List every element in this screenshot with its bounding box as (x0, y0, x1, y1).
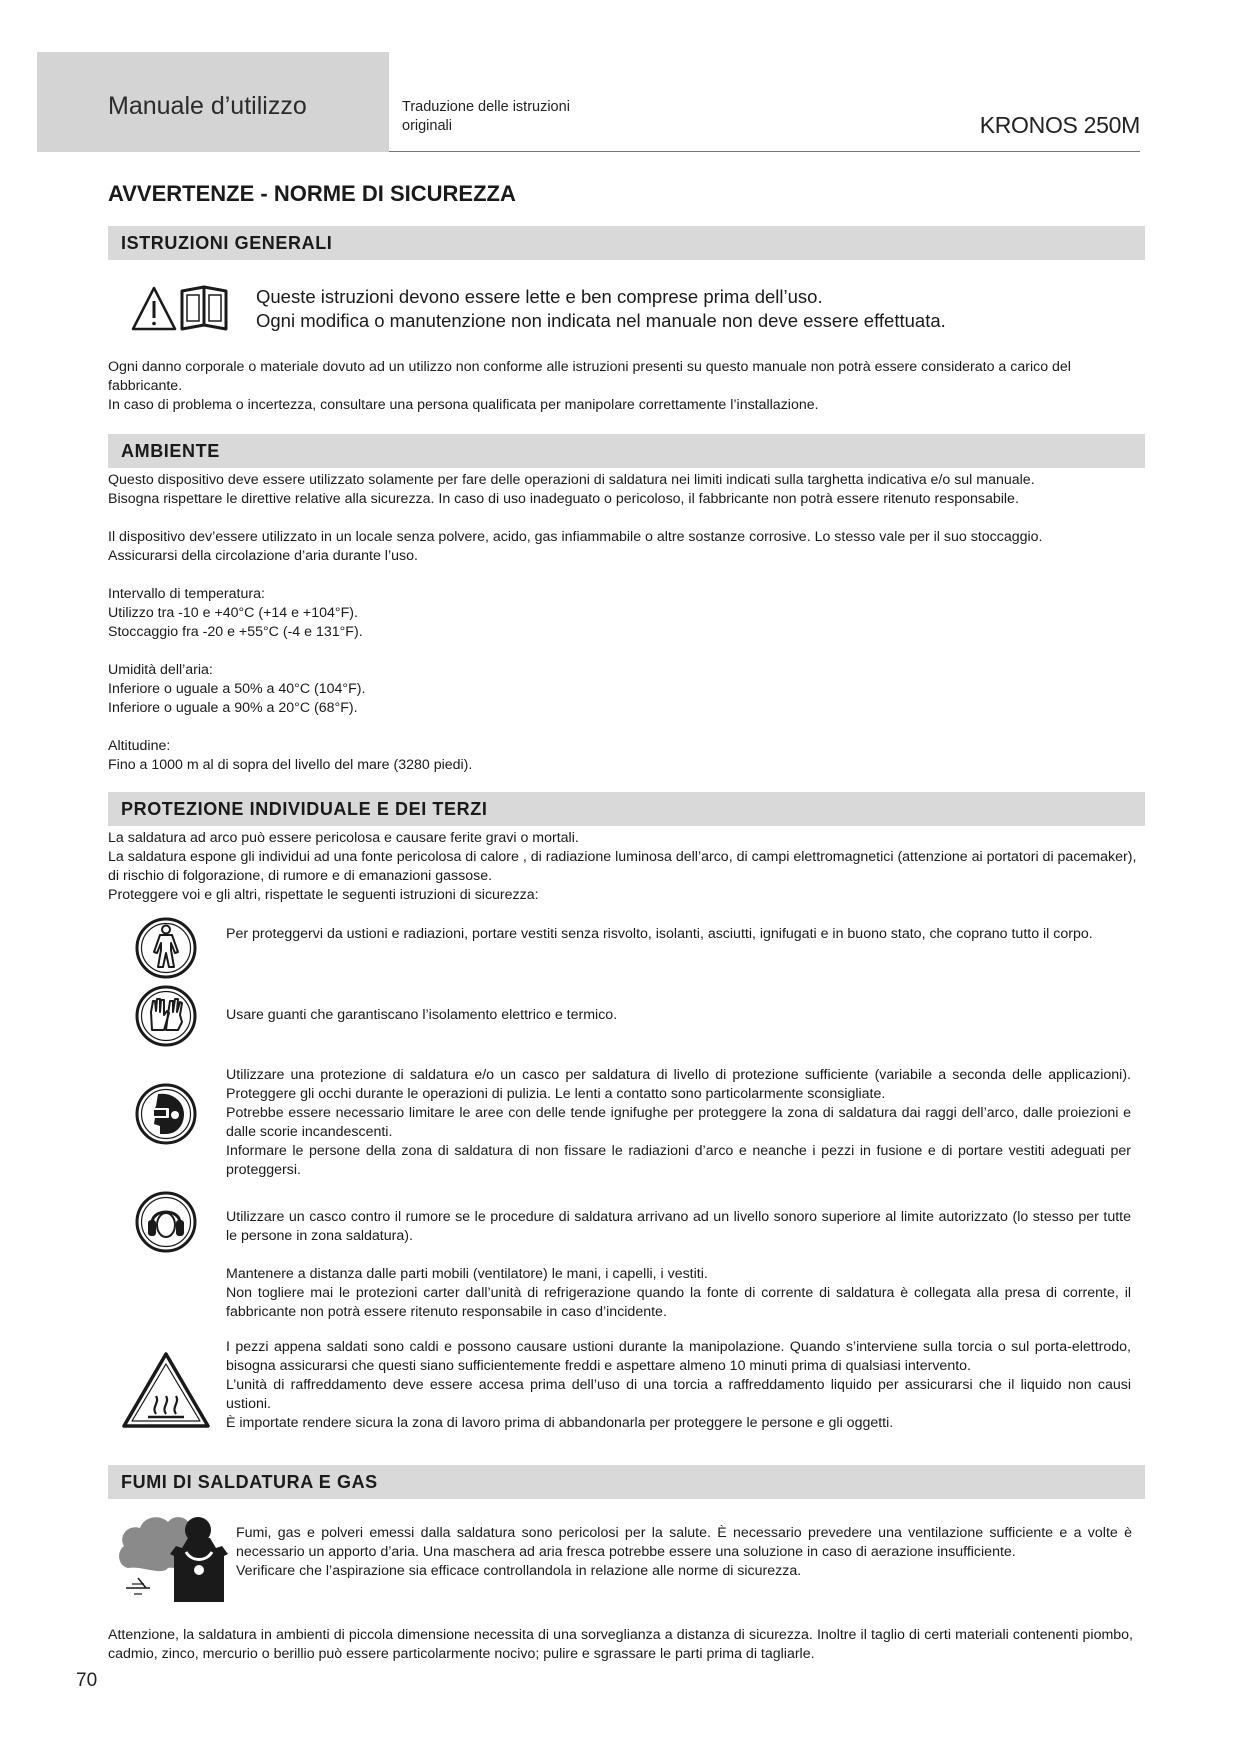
paragraph: La saldatura espone gli individui ad una fonte pericolosa di calore , di radiazione luminosa dell’arco, di campi elettromagnetici (attenzione ai portatori di pacemaker), di rischio di folgorazione, di rumore e di emanazioni gassose. (108, 849, 1137, 884)
header-rule (389, 151, 1140, 152)
altitude-value: Fino a 1000 m al di sopra del livello del mare (3280 piedi). (108, 757, 473, 773)
paragraph: È importate rendere sicura la zona di lavoro prima di abbandonarla per proteggere le persone e gli oggetti. (226, 1415, 894, 1431)
translation-subtitle: Traduzione delle istruzioni originali (402, 99, 570, 134)
model-name: KRONOS 250M (979, 112, 1140, 138)
paragraph: Proteggere voi e gli altri, rispettate le seguenti istruzioni di sicurezza: (108, 887, 539, 903)
environment-text (108, 471, 1148, 775)
hot-parts-text (226, 1338, 1131, 1433)
section-title: PROTEZIONE INDIVIDUALE E DEI TERZI (121, 799, 488, 819)
section-header-environment (108, 434, 1145, 468)
moving-parts-text (226, 1265, 1131, 1322)
paragraph: Informare le persone della zona di saldatura di non fissare le radiazioni d’arco e neanche i pezzi in fusione e di portare vestiti adeguati per proteggersi. (226, 1143, 1131, 1178)
paragraph: Potrebbe essere necessario limitare le aree con delle tende ignifughe per proteggere la zona di saldatura dai raggi dell’arco, dalle proiezioni e dalle scorie incandescenti. (226, 1105, 1131, 1140)
humidity-line: Inferiore o uguale a 90% a 20°C (68°F). (108, 700, 358, 716)
temperature-use: Utilizzo tra -10 e +40°C (+14 e +104°F). (108, 605, 358, 621)
paragraph: La saldatura ad arco può essere pericolosa e causare ferite gravi o mortali. (108, 830, 579, 846)
section-header-general (108, 226, 1145, 260)
paragraph: L’unità di raffreddamento deve essere accesa prima dell’uso di una torcia a raffreddamento liquido per assicurarsi che il liquido non causi ustioni. (226, 1377, 1131, 1412)
gloves-icon (134, 984, 198, 1048)
notice-line: Queste istruzioni devono essere lette e ben comprese prima dell’uso. (256, 286, 823, 307)
clothing-text: Per proteggervi da ustioni e radiazioni, portare vestiti senza risvolto, isolanti, asciutti, ignifugati e in buono stato, che coprano tutto il corpo. (226, 926, 1093, 942)
section-header-protection (108, 792, 1145, 826)
fumes-text (236, 1524, 1132, 1581)
warning-and-manual-icons (130, 285, 230, 335)
warning-icon (133, 288, 175, 329)
humidity-line: Inferiore o uguale a 50% a 40°C (104°F). (108, 681, 366, 697)
section-title: AMBIENTE (121, 441, 220, 461)
welding-mask-icon (134, 1082, 198, 1146)
temperature-storage: Stoccaggio fra -20 e +55°C (-4 e 131°F). (108, 624, 363, 640)
page-title: AVVERTENZE - NORME DI SICUREZZA (108, 181, 516, 206)
general-notice (256, 285, 1136, 333)
paragraph: Non togliere mai le protezioni carter dall’unità di refrigerazione quando la fonte di corrente di saldatura è collegata alla presa di corrente, il fabbricante non potrà essere ritenuto responsabile in caso d’incidente. (226, 1285, 1131, 1320)
ear-protection-icon (134, 1190, 198, 1254)
paragraph: Bisogna rispettare le direttive relative alla sicurezza. In caso di uso inadeguato o pericoloso, il fabbricante non potrà essere ritenuto responsabile. (108, 491, 1019, 507)
general-paragraphs (108, 358, 1144, 415)
paragraph: I pezzi appena saldati sono caldi e possono causare ustioni durante la manipolazione. Quando s’interviene sulla torcia o sul porta-elettrodo, bisogna assicurarsi che questi siano sufficientemente freddi e aspettare almeno 10 minuti prima di qualsiasi intervento. (226, 1339, 1131, 1374)
paragraph: Assicurarsi della circolazione d’aria durante l’uso. (108, 548, 418, 564)
gloves-text: Usare guanti che garantiscano l’isolamento elettrico e termico. (226, 1007, 618, 1023)
paragraph: Utilizzare una protezione di saldatura e/o un casco per saldatura di livello di protezione sufficiente (variabile a seconda delle applicazioni). Proteggere gli occhi durante le operazioni di pulizia. Le lenti a contatto sono particolarmente sconsigliate. (226, 1067, 1131, 1102)
paragraph: Fumi, gas e polveri emessi dalla saldatura sono pericolosi per la salute. È necessario prevedere una ventilazione sufficiente e a volte è necessario un apporto d’aria. Una maschera ad aria fresca potrebbe essere una soluzione in caso di aerazione insufficiente. (236, 1525, 1132, 1560)
mask-text (226, 1066, 1131, 1180)
protective-clothing-icon (134, 916, 198, 980)
paragraph: In caso di problema o incertezza, consultare una persona qualificata per manipolare correttamente l’installazione. (108, 397, 819, 413)
fumes-icon (112, 1508, 230, 1604)
section-header-fumes (108, 1465, 1145, 1499)
manual-title: Manuale d’utilizzo (108, 92, 307, 120)
notice-line: Ogni modifica o manutenzione non indicata nel manuale non deve essere effettuata. (256, 310, 946, 331)
section-title: FUMI DI SALDATURA E GAS (121, 1472, 378, 1492)
section-title: ISTRUZIONI GENERALI (121, 233, 333, 253)
paragraph: Questo dispositivo deve essere utilizzato solamente per fare delle operazioni di saldatura nei limiti indicati sulla targhetta indicativa e/o sul manuale. (108, 472, 1035, 488)
altitude-label: Altitudine: (108, 738, 171, 754)
page-number: 70 (76, 1670, 98, 1691)
humidity-label: Umidità dell’aria: (108, 662, 213, 678)
fumes-attention: Attenzione, la saldatura in ambienti di piccola dimensione necessita di una sorveglianza a distanza di sicurezza. Inoltre il taglio di certi materiali contenenti piombo, cadmio, zinco, mercurio o berillio può essere particolarmente nocivo; pulire e sgrassare le parti prima di tagliarle. (108, 1627, 1133, 1662)
paragraph: Mantenere a distanza dalle parti mobili (ventilatore) le mani, i capelli, i vestiti. (226, 1266, 708, 1282)
hearing-text: Utilizzare un casco contro il rumore se le procedure di saldatura arrivano ad un livello sonoro superiore al limite autorizzato (lo stesso per tutte le persone in zona saldatura). (226, 1209, 1131, 1244)
temperature-label: Intervallo di temperatura: (108, 586, 265, 602)
hot-surface-warning-icon (120, 1350, 212, 1430)
protection-intro (108, 829, 1144, 905)
manual-book-icon (182, 287, 226, 329)
paragraph: Verificare che l’aspirazione sia efficace controllandola in relazione alle norme di sicurezza. (236, 1563, 802, 1579)
paragraph: Il dispositivo dev’essere utilizzato in un locale senza polvere, acido, gas infiammabile o altre sostanze corrosive. Lo stesso vale per il suo stoccaggio. (108, 529, 1043, 545)
paragraph: Ogni danno corporale o materiale dovuto ad un utilizzo non conforme alle istruzioni presenti su questo manuale non potrà essere considerato a carico del fabbricante. (108, 359, 1071, 394)
